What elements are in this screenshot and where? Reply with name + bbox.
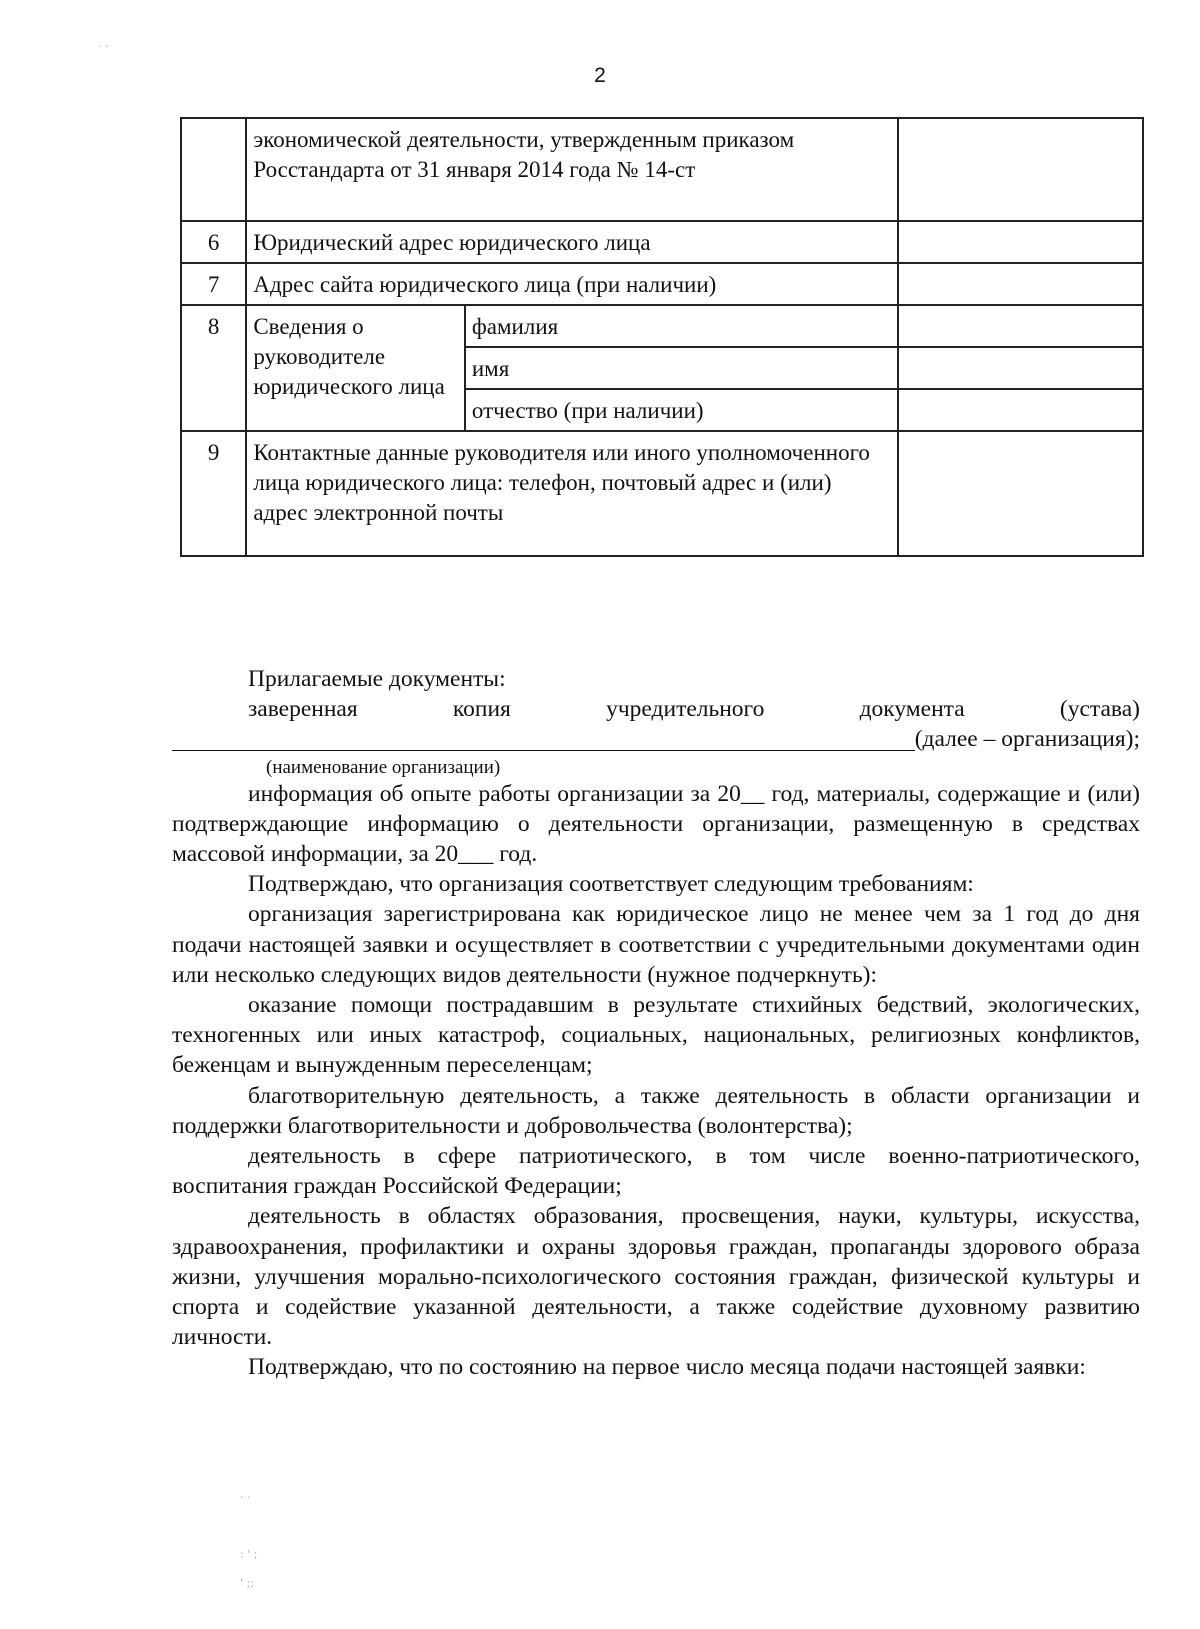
- surname-label: фамилия: [465, 305, 898, 347]
- scan-speck: · ·: [98, 40, 109, 53]
- legal-address-field[interactable]: [898, 221, 1143, 263]
- paragraph-charity: благотворительную деятельность, а также деятельность в области организации и поддержки благотворительности и добровольчества (волонтерства);: [172, 1082, 1140, 1139]
- paragraph-confirm-requirements: Подтверждаю, что организация соответствует следующим требованиям:: [248, 871, 974, 898]
- attached-docs-heading: Прилагаемые документы:: [248, 666, 506, 692]
- application-form-table: [180, 117, 1144, 557]
- paragraph-experience: информация об опыте работы организации за 20__ год, материалы, содержащие и (или) подтверждающие информацию о деятельности организации, размещенную в средствах массовой информации, за 20___ год.: [172, 780, 1140, 868]
- scan-speck: . .: [240, 1488, 251, 1501]
- table-row-continuation: [181, 118, 1143, 221]
- copy-charter-line: [172, 694, 1140, 724]
- organization-name-row: [172, 724, 1140, 754]
- row-number: [181, 118, 246, 221]
- row-number: 9: [181, 431, 246, 556]
- word: документа: [859, 696, 965, 723]
- word: копия: [452, 696, 511, 723]
- name-label: имя: [465, 347, 898, 389]
- patronymic-label: отчество (при наличии): [465, 389, 898, 431]
- row-value-field[interactable]: [898, 118, 1143, 221]
- website-field[interactable]: [898, 263, 1143, 305]
- word: (устава): [1059, 696, 1140, 723]
- scan-speck: ' ;;: [240, 1577, 254, 1590]
- row-number: 8: [181, 305, 246, 431]
- table-row-contacts: [181, 431, 1143, 556]
- row-label: Контактные данные руководителя или иного уполномоченного лица юридического лица: телефон, почтовый адрес и (или) адрес электронной почты: [246, 431, 898, 556]
- row-number: 6: [181, 221, 246, 263]
- row-label: Адрес сайта юридического лица (при наличии): [246, 263, 898, 305]
- word: заверенная: [248, 696, 358, 723]
- paragraph-patriotic: деятельность в сфере патриотического, в том числе военно-патриотического, воспитания граждан Российской Федерации;: [172, 1143, 1140, 1200]
- director-info-label: Сведения о руководителе юридического лица: [246, 305, 465, 431]
- word: учредительного: [606, 696, 765, 723]
- organization-suffix: (далее – организация);: [914, 726, 1140, 753]
- scan-speck: : ' ;: [240, 1548, 258, 1561]
- row-label: экономической деятельности, утвержденным приказом Росстандарта от 31 января 2014 года № 14-ст: [246, 118, 898, 221]
- name-field[interactable]: [898, 347, 1143, 389]
- surname-field[interactable]: [898, 305, 1143, 347]
- paragraph-registered: организация зарегистрирована как юридическое лицо не менее чем за 1 год до дня подачи настоящей заявки и осуществляет в соответствии с учредительными документами один или несколько следующих видов деятельности (нужное подчеркнуть):: [172, 901, 1140, 988]
- contacts-field[interactable]: [898, 431, 1143, 556]
- organization-name-caption: (наименование организации): [266, 756, 501, 778]
- document-body: [172, 664, 1140, 1383]
- organization-name-blank[interactable]: [172, 728, 915, 751]
- table-row-legal-address: [181, 221, 1143, 263]
- table-row-website: [181, 263, 1143, 305]
- paragraph-help-victims: оказание помощи пострадавшим в результате стихийных бедствий, экологических, техногенных или иных катастроф, социальных, национальных, религиозных конфликтов, беженцам и вынужденным переселенцам;: [172, 992, 1140, 1079]
- paragraph-education: деятельность в областях образования, просвещения, науки, культуры, искусства, здравоохранения, профилактики и охраны здоровья граждан, пропаганды здорового образа жизни, улучшения морально-психологического состояния граждан, физической культуры и спорта и содействие указанной деятельности, а также содействие духовному развитию личности.: [172, 1203, 1140, 1351]
- row-number: 7: [181, 263, 246, 305]
- page-number: 2: [594, 64, 606, 87]
- paragraph-confirm-state: Подтверждаю, что по состоянию на первое число месяца подачи настоящей заявки:: [248, 1354, 1086, 1381]
- row-label: Юридический адрес юридического лица: [246, 221, 898, 263]
- patronymic-field[interactable]: [898, 389, 1143, 431]
- table-row-director-surname: [181, 305, 1143, 347]
